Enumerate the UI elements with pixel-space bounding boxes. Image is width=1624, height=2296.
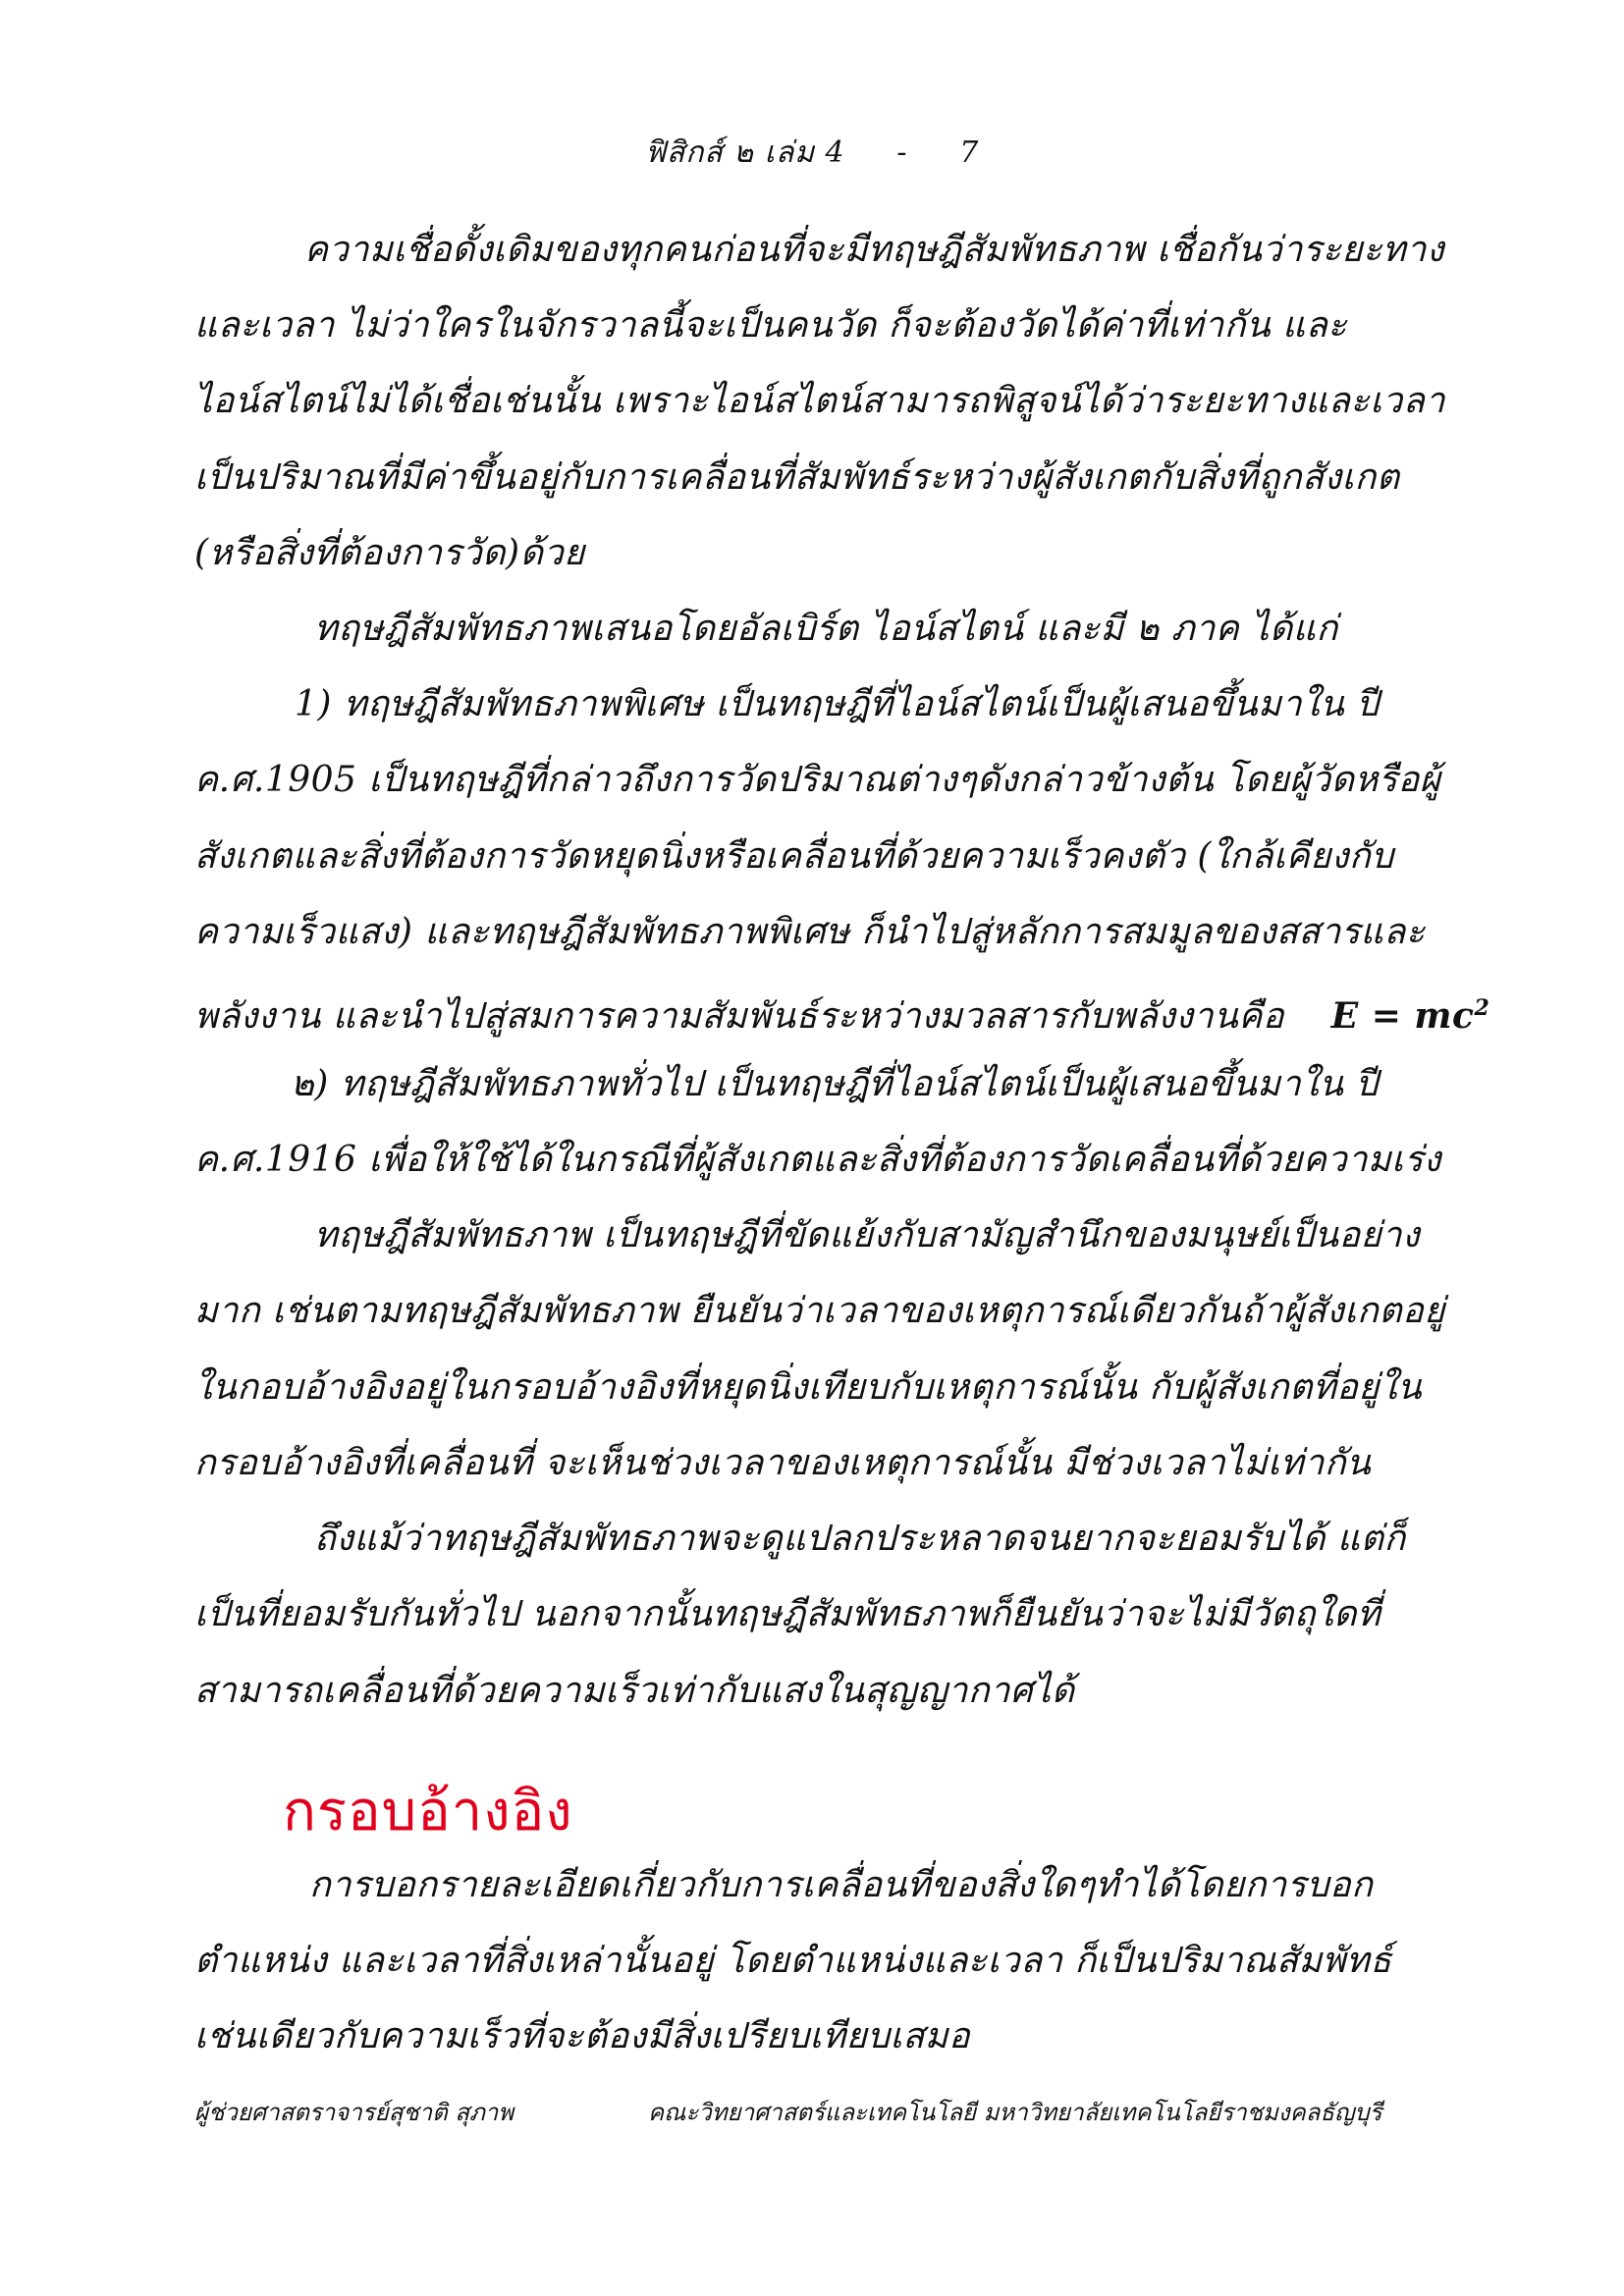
paragraph-7-line-2: ตำแหน่ง และเวลาที่สิ่งเหล่านั้นอยู่ โดยตำแหน่งและเวลา ก็เป็นปริมาณสัมพัทธ์ [194,1941,1392,1981]
footer-author: ผู้ช่วยศาสตราจารย์สุชาติ สุภาพ [194,2099,514,2126]
paragraph-1-line-5: (หรือสิ่งที่ต้องการวัด)ด้วย [194,533,585,573]
paragraph-7-line-3: เช่นเดียวกับความเร็วที่จะต้องมีสิ่งเปรียบเทียบเสมอ [194,2016,971,2056]
paragraph-5-line-3: ในกอบอ้างอิงอยู่ในกรอบอ้างอิงที่หยุดนิ่งเทียบกับเหตุการณ์นั้น กับผู้สังเกตที่อยู่ใน [194,1367,1423,1408]
running-header [0,130,1624,176]
paragraph-3-line-4: ความเร็วแสง) และทฤษฎีสัมพัทธภาพพิเศษ ก็นำไปสู่หลักการสมมูลของสสารและ [194,912,1426,952]
paragraph-3-line-5 [0,984,1624,1041]
paragraph-1-line-3: ไอน์สไตน์ไม่ได้เชื่อเช่นนั้น เพราะไอน์สไตน์สามารถพิสูจน์ได้ว่าระยะทางและเวลา [194,381,1446,421]
energy-equation-text: E = mc [1330,995,1475,1037]
paragraph-5-line-1: ทฤษฎีสัมพัทธภาพ เป็นทฤษฎีที่ขัดแย้งกับสามัญสำนึกของมนุษย์เป็นอย่าง [314,1215,1421,1255]
header-separator: - [896,135,908,170]
paragraph-6-line-3: สามารถเคลื่อนที่ด้วยความเร็วเท่ากับแสงในสุญญากาศได้ [194,1671,1075,1711]
paragraph-4-line-1: ๒) ทฤษฎีสัมพัทธภาพทั่วไป เป็นทฤษฎีที่ไอน์สไตน์เป็นผู้เสนอขึ้นมาใน ปี [291,1064,1379,1104]
header-title: ฟิสิกส์ ๒ เล่ม 4 [644,135,845,170]
paragraph-1-line-1: ความเชื่อดั้งเดิมของทุกคนก่อนที่จะมีทฤษฎีสัมพัทธภาพ เชื่อกันว่าระยะทาง [304,230,1444,270]
energy-equation-exponent: 2 [1474,995,1490,1021]
paragraph-2-line-1: ทฤษฎีสัมพัทธภาพเสนอโดยอัลเบิร์ต ไอน์สไตน์ และมี ๒ ภาค ได้แก่ [314,609,1338,649]
paragraph-7-line-1: การบอกรายละเอียดเกี่ยวกับการเคลื่อนที่ของสิ่งใดๆทำได้โดยการบอก [309,1865,1374,1905]
paragraph-5-line-4: กรอบอ้างอิงที่เคลื่อนที่ จะเห็นช่วงเวลาของเหตุการณ์นั้น มีช่วงเวลาไม่เท่ากัน [194,1443,1372,1483]
section-heading: กรอบอ้างอิง [283,1780,573,1843]
paragraph-4-line-2: ค.ศ.1916 เพื่อให้ใช้ได้ในกรณีที่ผู้สังเกตและสิ่งที่ต้องการวัดเคลื่อนที่ด้วยความเร่ง [194,1140,1441,1180]
paragraph-6-line-2: เป็นที่ยอมรับกันทั่วไป นอกจากนั้นทฤษฎีสัมพัทธภาพก็ยืนยันว่าจะไม่มีวัตถุใดที่ [194,1594,1381,1634]
paragraph-1-line-2: และเวลา ไม่ว่าใครในจักรวาลนี้จะเป็นคนวัด ก็จะต้องวัดได้ค่าที่เท่ากัน และ [194,305,1348,346]
paragraph-3-line-5-text: พลังงาน และนำไปสู่สมการความสัมพันธ์ระหว่างมวลสารกับพลังงานคือ [194,996,1284,1037]
paragraph-3-line-2: ค.ศ.1905 เป็นทฤษฎีที่กล่าวถึงการวัดปริมาณต่างๆดังกล่าวข้างต้น โดยผู้วัดหรือผู้ [194,760,1441,800]
energy-equation [1331,995,1490,1037]
footer-institution: คณะวิทยาศาสตร์และเทคโนโลยี มหาวิทยาลัยเทคโนโลยีราชมงคลธัญบุรี [648,2099,1382,2126]
paragraph-3-line-1: 1) ทฤษฎีสัมพัทธภาพพิเศษ เป็นทฤษฎีที่ไอน์สไตน์เป็นผู้เสนอขึ้นมาใน ปี [295,684,1380,724]
paragraph-3-line-3: สังเกตและสิ่งที่ต้องการวัดหยุดนิ่งหรือเคลื่อนที่ด้วยความเร็วคงตัว (ใกล้เคียงกับ [194,836,1394,877]
paragraph-6-line-1: ถึงแม้ว่าทฤษฎีสัมพัทธภาพจะดูแปลกประหลาดจนยากจะยอมรับได้ แต่ก็ [314,1519,1406,1559]
paragraph-1-line-4: เป็นปริมาณที่มีค่าขึ้นอยู่กับการเคลื่อนที่สัมพัทธ์ระหว่างผู้สังเกตกับสิ่งที่ถูกสังเกต [194,457,1400,498]
header-page-number: 7 [959,135,980,170]
paragraph-5-line-2: มาก เช่นตามทฤษฎีสัมพัทธภาพ ยืนยันว่าเวลาของเหตุการณ์เดียวกันถ้าผู้สังเกตอยู่ [194,1291,1445,1331]
